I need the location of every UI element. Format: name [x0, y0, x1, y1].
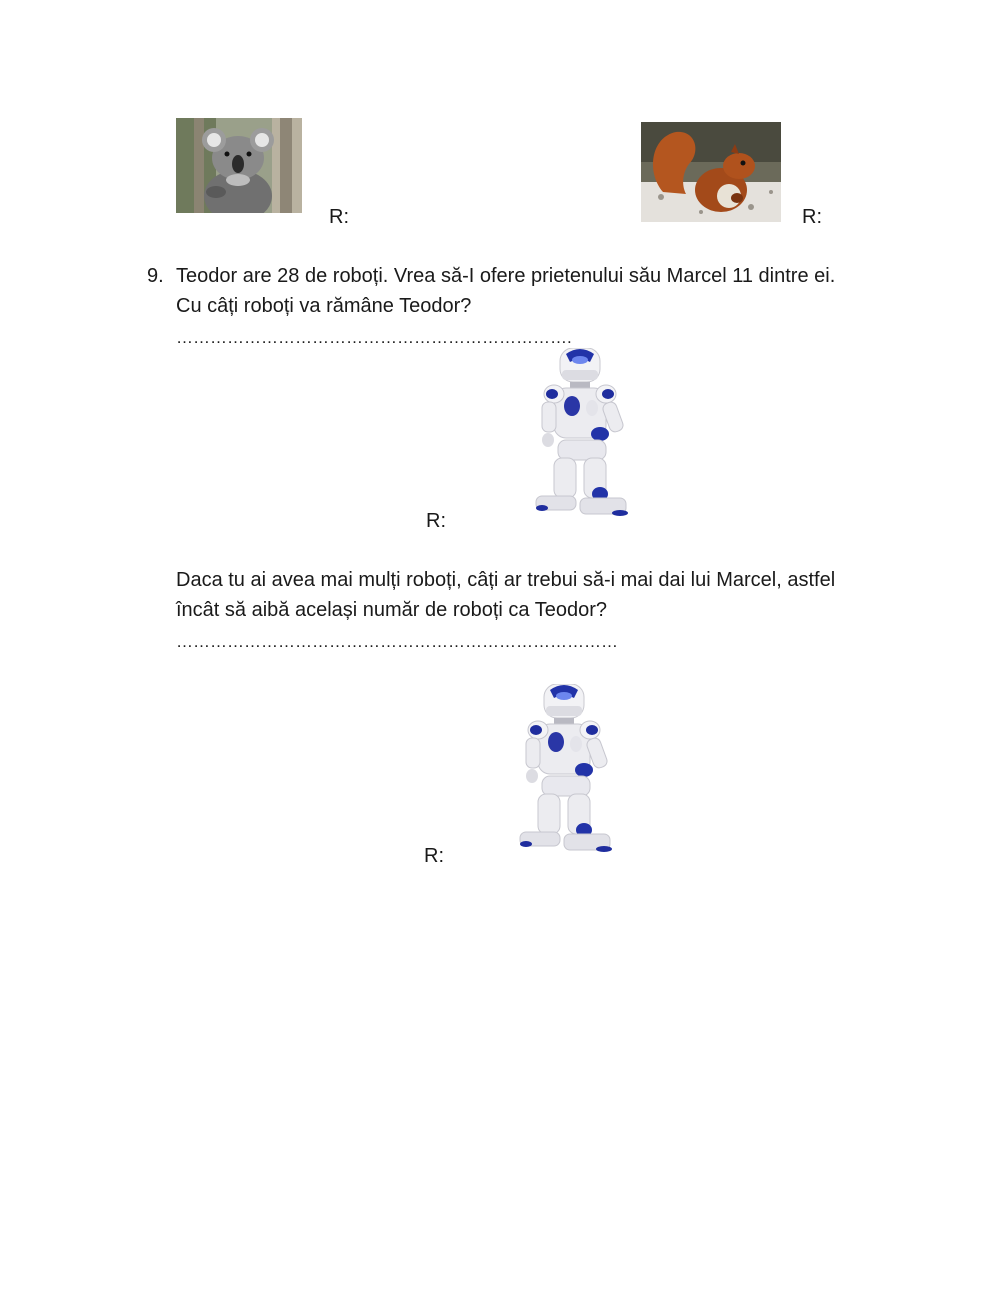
problem-line-1: Teodor are 28 de roboți. Vrea să-I ofere prietenului său Marcel 11 dintre ei. [176, 265, 836, 287]
answer-dots: ……………………………………………………………. [176, 328, 572, 347]
followup-line-1: Daca tu ai avea mai mulți roboți, câți ar trebui să-i mai dai lui Marcel, astfel [176, 569, 836, 591]
robot-answer-label-2: R: [424, 845, 444, 867]
followup-line-2: încât să aibă același număr de roboți ca Teodor? [176, 599, 608, 621]
koala-answer-label: R: [329, 206, 349, 228]
robot-image [530, 348, 630, 520]
koala-photo [176, 118, 302, 213]
squirrel-photo [641, 122, 781, 222]
squirrel-answer-label: R: [802, 206, 822, 228]
robot-answer-label: R: [426, 510, 446, 532]
followup-answer-dots: …………………………………………………………………… [176, 632, 618, 651]
problem-line-2: Cu câți roboți va rămâne Teodor? [176, 295, 472, 317]
robot-image-2 [514, 684, 614, 856]
problem-number: 9. [147, 265, 164, 287]
